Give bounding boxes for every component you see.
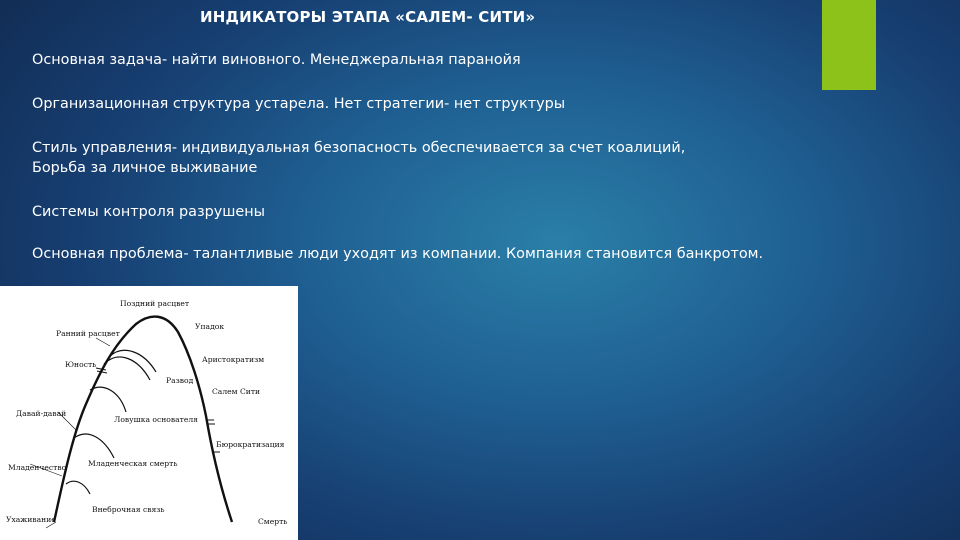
lifecycle-curve xyxy=(0,286,298,540)
label-youth: Юность xyxy=(65,360,97,369)
label-founder-trap: Ловушка основателя xyxy=(114,415,198,424)
label-early-prosperity: Ранний расцвет xyxy=(56,329,120,338)
line-survival: Борьба за личное выживание xyxy=(32,160,258,176)
branch-founder-trap xyxy=(90,387,126,412)
label-salem-city: Салем Сити xyxy=(212,387,261,396)
label-divorce: Развод xyxy=(166,376,194,385)
line-management-style: Стиль управления- индивидуальная безопасность обеспечивается за счет коалиций, xyxy=(32,140,686,156)
branch-unfulfilled-affair xyxy=(66,481,90,494)
branch-infant-death xyxy=(74,434,114,458)
lifecycle-diagram xyxy=(0,286,298,540)
label-courtship: Ухаживание xyxy=(6,515,56,524)
line-main-task: Основная задача- найти виновного. Менеджеральная паранойя xyxy=(32,52,521,68)
label-decline: Упадок xyxy=(195,322,225,331)
branch-divorce xyxy=(104,357,150,380)
label-aristocracy: Аристократизм xyxy=(202,355,265,364)
line-main-problem: Основная проблема- талантливые люди уходят из компании. Компания становится банкротом. xyxy=(32,246,764,262)
accent-bar xyxy=(822,0,876,90)
line-control-systems: Системы контроля разрушены xyxy=(32,204,266,220)
label-go-go: Давай-давай xyxy=(16,409,67,418)
label-infancy: Младенчество xyxy=(8,463,67,472)
label-bureaucratization: Бюрократизация xyxy=(216,440,285,449)
label-unfulfilled-affair: Внеброчная связь xyxy=(92,505,165,514)
slide-title: ИНДИКАТОРЫ ЭТАПА «САЛЕМ- СИТИ» xyxy=(200,8,536,26)
label-infant-death: Младенческая смерть xyxy=(88,459,178,468)
label-death: Смерть xyxy=(258,517,288,526)
label-late-prosperity: Поздний расцвет xyxy=(120,299,190,308)
line-org-structure: Организационная структура устарела. Нет стратегии- нет структуры xyxy=(32,96,566,112)
